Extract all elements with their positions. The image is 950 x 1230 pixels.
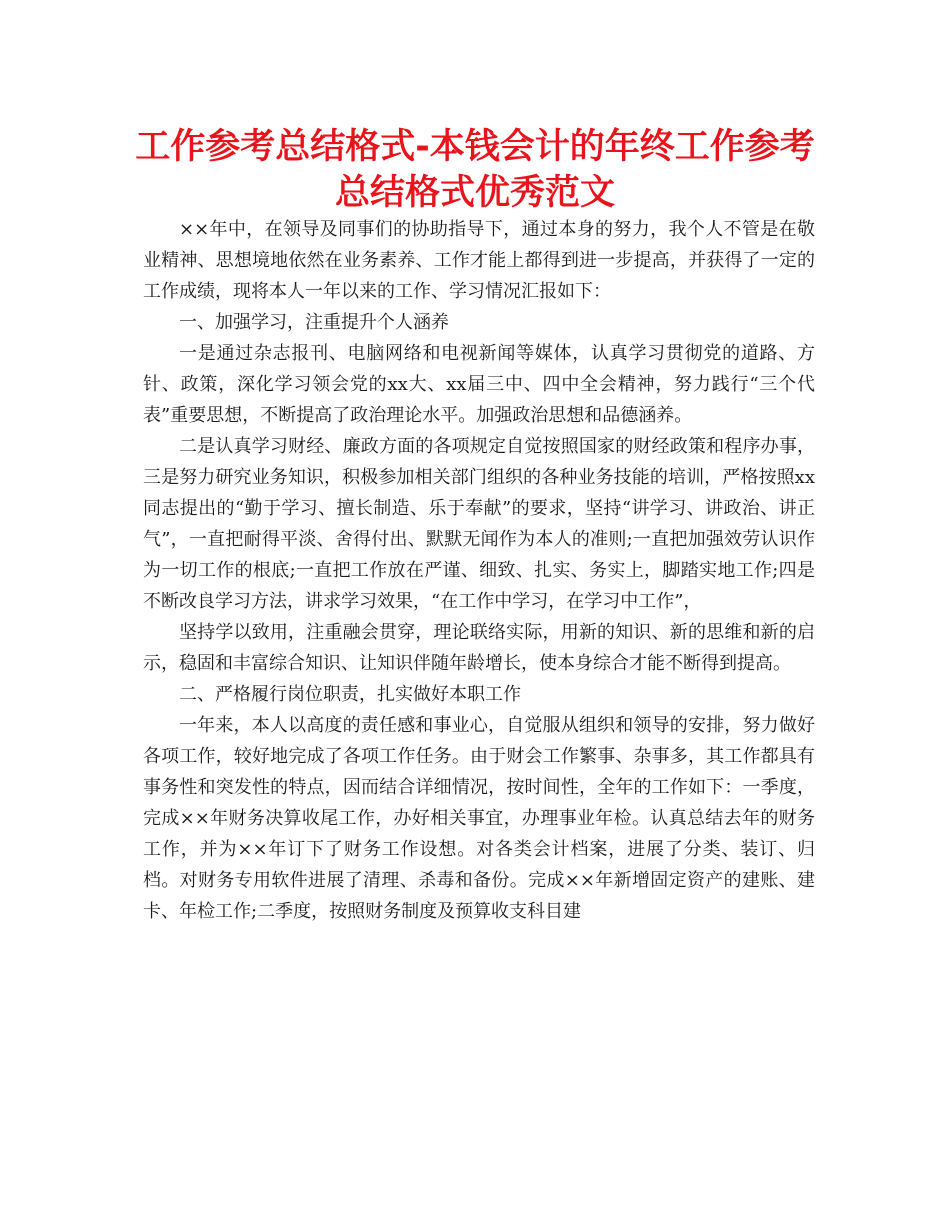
paragraph-study-2: 二是认真学习财经、廉政方面的各项规定自觉按照国家的财经政策和程序办事，三是努力研究业务知识，积极参加相关部门组织的各种业务技能的培训，严格按照xx同志提出的“勤于学习、擅长制造、乐于奉献”的要求，坚持“讲学习、讲政治、讲正气”，一直把耐得平淡、舍得付出、默默无闻作为本人的准则;一直把加强效劳认识作为一切工作的根底;一直把工作放在严谨、细致、扎实、务实上，脚踏实地工作;四是不断改良学习方法，讲求学习效果，“在工作中学习，在学习中工作”， [143,436,816,612]
paragraph-intro: ××年中，在领导及同事们的协助指导下，通过本身的努力，我个人不管是在敬业精神、思想境地依然在业务素养、工作才能上都得到进一步提高，并获得了一定的工作成绩，现将本人一年以来的工作、学习情况汇报如下： [143,219,815,302]
paragraph-study-1: 一是通过杂志报刊、电脑网络和电视新闻等媒体，认真学习贯彻党的道路、方针、政策，深化学习领会党的xx大、xx届三中、四中全会精神，努力践行“三个代表”重要思想，不断提高了政治理论水平。加强政治思想和品德涵养。 [143,343,815,426]
paragraph-duties: 一年来，本人以高度的责任感和事业心，自觉服从组织和领导的安排，努力做好各项工作，较好地完成了各项工作任务。由于财会工作繁事、杂事多，其工作都具有事务性和突发性的特点，因而结合详细情况，按时间性，全年的工作如下：一季度，完成××年财务决算收尾工作，办好相关事宜，办理事业年检。认真总结去年的财务工作，并为××年订下了财务工作设想。对各类会计档案，进展了分类、装订、归档。对财务专用软件进展了清理、杀毒和备份。完成××年新增固定资产的建账、建卡、年检工作;二季度，按照财务制度及预算收支科目建 [143,715,815,922]
section-heading-1: 一、加强学习，注重提升个人涵养 [179,312,449,333]
section-heading-2: 二、严格履行岗位职责，扎实做好本职工作 [179,684,521,705]
document-title: 工作参考总结格式-本钱会计的年终工作参考总结格式优秀范文 [135,127,815,213]
paragraph-study-3: 坚持学以致用，注重融会贯穿，理论联络实际，用新的知识、新的思维和新的启示，稳固和丰富综合知识、让知识伴随年龄增长，使本身综合才能不断得到提高。 [143,622,815,674]
document-body [143,214,815,927]
